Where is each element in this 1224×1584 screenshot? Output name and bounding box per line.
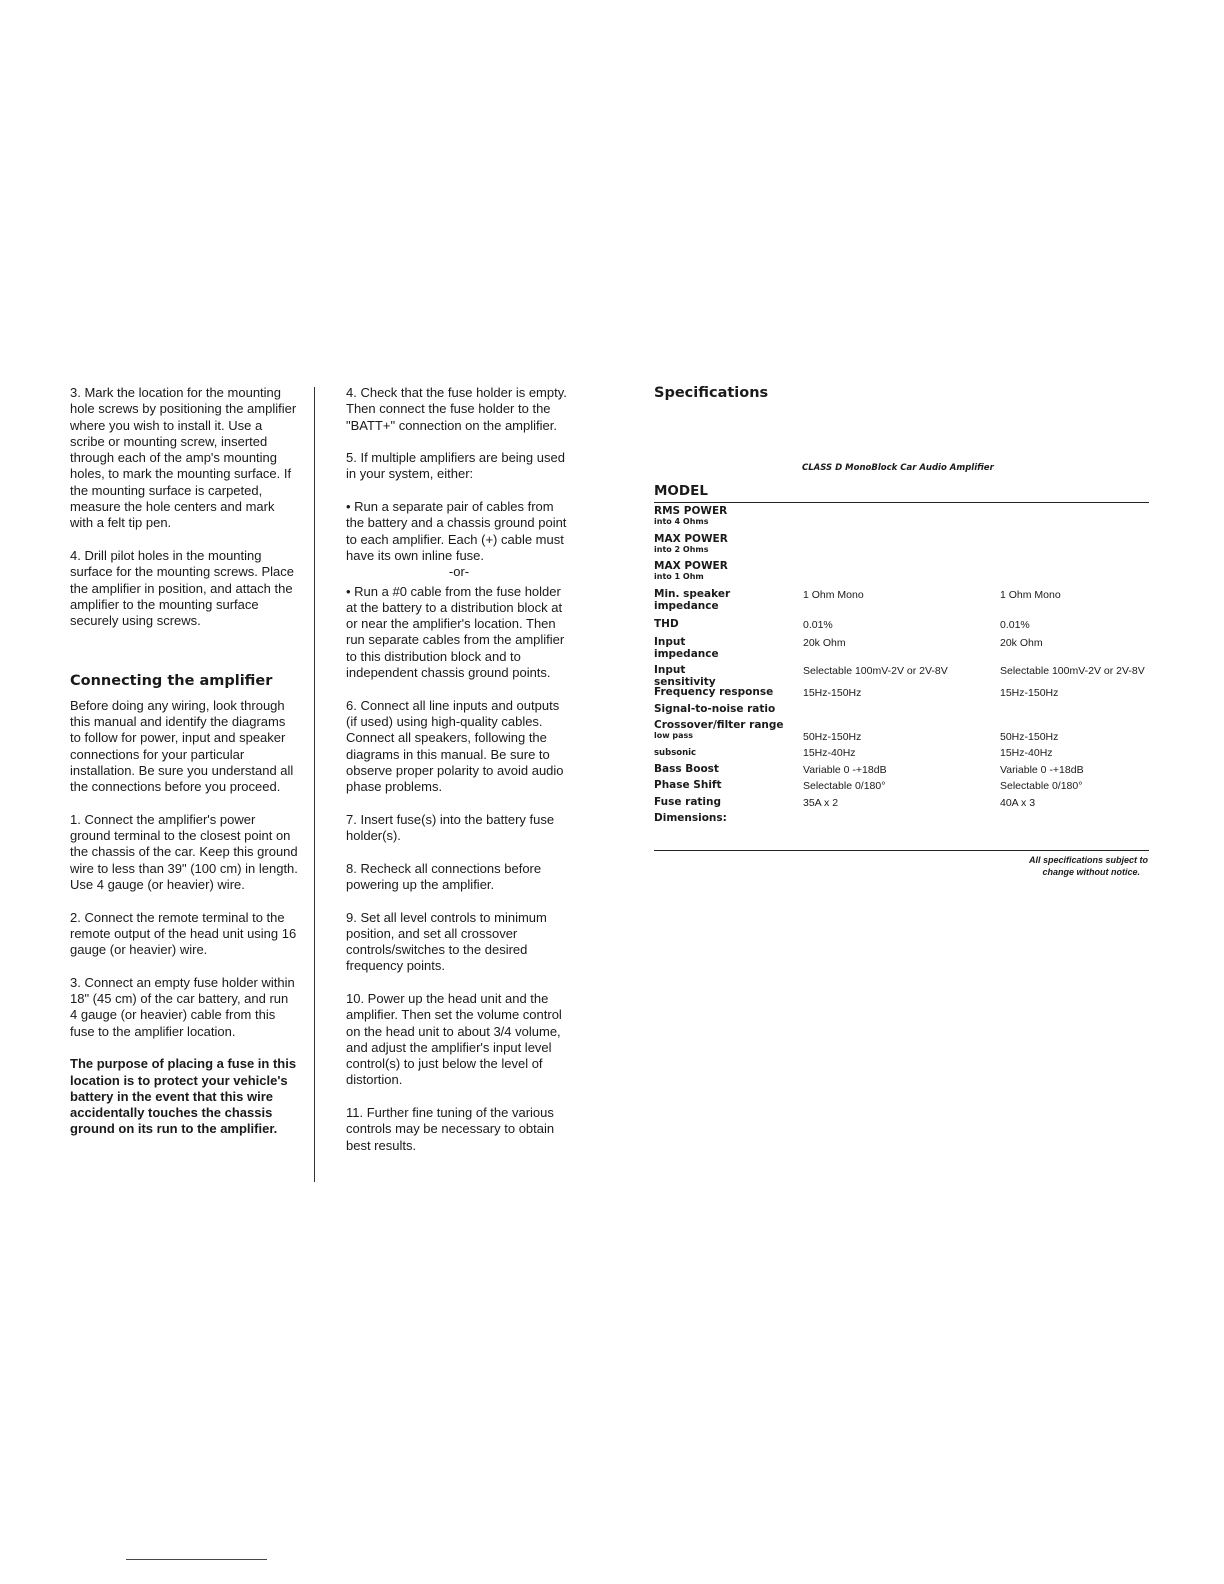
- spec-value-model-1: 15Hz-150Hz: [803, 687, 862, 699]
- spec-value-model-1: 35A x 2: [803, 796, 839, 809]
- spec-row: [654, 533, 1164, 561]
- footer-line: [126, 1559, 267, 1560]
- spec-value-model-1: 50Hz-150Hz: [803, 731, 862, 743]
- step-power-up: 10. Power up the head unit and the amplifier. Then set the volume control on the head unit to about 3/4 volume, and adjust the amplifier's input level control(s) to just below the level of distortion.: [346, 990, 562, 1088]
- spec-value-model-2: 20k Ohm: [1000, 637, 1043, 649]
- spec-value-model-2: 15Hz-40Hz: [1000, 747, 1053, 759]
- spec-value-model-2: Selectable 100mV-2V or 2V-8V: [1000, 665, 1145, 677]
- step-fuse-holder: 3. Connect an empty fuse holder within 18" (45 cm) of the car battery, and run 4 gauge (or heavier) cable from this fuse to the amplifier location.: [70, 974, 295, 1039]
- spec-row: [654, 636, 1164, 664]
- spec-label: subsonic: [654, 748, 697, 758]
- step-remote-terminal: 2. Connect the remote terminal to the remote output of the head unit using 16 gauge (or heavier) wire.: [70, 909, 297, 958]
- step-recheck: 8. Recheck all connections before powering up the amplifier.: [346, 860, 542, 892]
- spec-top-rule: [654, 502, 1149, 503]
- step-drill-holes: 4. Drill pilot holes in the mounting surface for the mounting screws. Place the amplifier in position, and attach the amplifier to the mounting surface securely using screws.: [70, 547, 294, 629]
- intro-paragraph: Before doing any wiring, look through this manual and identify the diagrams to follow for power, input and speaker connections for your particular installation. Be sure you understand all the connections before you proceed.: [70, 697, 294, 795]
- spec-row: [654, 560, 1164, 588]
- spec-label: Fuse rating: [654, 795, 722, 808]
- spec-row: [654, 505, 1164, 533]
- spec-bottom-rule: [654, 850, 1149, 851]
- spec-label: Dimensions:: [654, 812, 727, 824]
- spec-value-model-1: 0.01%: [803, 619, 833, 631]
- spec-row: [654, 746, 1164, 763]
- spec-label: Input impedance: [654, 636, 719, 660]
- spec-label: Signal-to-noise ratio: [654, 702, 776, 715]
- spec-value-model-1: 1 Ohm Mono: [803, 589, 864, 601]
- spec-value-model-1: 15Hz-40Hz: [803, 747, 856, 759]
- step-check-fuse: 4. Check that the fuse holder is empty. Then connect the fuse holder to the "BATT+" connection on the amplifier.: [346, 385, 567, 433]
- spec-label: Phase Shift: [654, 779, 722, 791]
- spec-label: Min. speaker impedance: [654, 588, 731, 612]
- spec-table: [654, 505, 1164, 829]
- spec-row: [654, 703, 1164, 720]
- spec-value-model-1: 20k Ohm: [803, 637, 846, 649]
- spec-label: Input sensitivity: [654, 664, 716, 688]
- spec-value-model-2: 50Hz-150Hz: [1000, 731, 1059, 743]
- spec-value-model-1: Selectable 0/180°: [803, 780, 886, 792]
- step-multiple-amps: 5. If multiple amplifiers are being used in your system, either:: [346, 450, 565, 482]
- column-divider: [314, 387, 315, 1182]
- spec-label: THD: [654, 618, 679, 630]
- model-label: MODEL: [654, 483, 708, 499]
- or-separator: -or-: [448, 564, 470, 580]
- spec-label: Crossover/filter range low pass: [654, 719, 784, 740]
- spec-footnote: All specifications subject to change without notice.: [1028, 855, 1148, 877]
- column-middle: [346, 385, 572, 1170]
- step-insert-fuse: 7. Insert fuse(s) into the battery fuse holder(s).: [346, 811, 555, 844]
- spec-value-model-2: 15Hz-150Hz: [1000, 687, 1059, 699]
- spec-value-model-2: 1 Ohm Mono: [1000, 589, 1061, 601]
- spec-value-model-2: 40A x 3: [1000, 796, 1036, 809]
- column-left: [70, 385, 298, 1154]
- specifications-panel: [654, 385, 1154, 877]
- step-mark-location: 3. Mark the location for the mounting hole screws by positioning the amplifier where you wish to install it. Use a scribe or mounting screw, inserted through each of the amp's mounting holes, to mark the mounting surface. If the mounting surface is carpeted, measure the hole centers and mark with a felt tip pen.: [70, 385, 297, 531]
- step-power-ground: 1. Connect the amplifier's power ground terminal to the closest point on the chassis of the car. Keep this ground wire to less than 39" (100 cm) in length. Use 4 gauge (or heavier) wire.: [70, 811, 298, 893]
- spec-row: [654, 618, 1164, 636]
- spec-row: [654, 588, 1164, 618]
- spec-value-model-2: 0.01%: [1000, 619, 1030, 631]
- spec-label: MAX POWER into 2 Ohms: [654, 532, 728, 554]
- section-heading-connecting: Connecting the amplifier: [70, 673, 273, 690]
- spec-row: [654, 796, 1164, 813]
- spec-row: [654, 763, 1164, 780]
- specifications-subtitle: CLASS D MonoBlock Car Audio Amplifier: [802, 463, 994, 473]
- specifications-title: Specifications: [654, 385, 769, 401]
- spec-row: [654, 664, 1164, 686]
- spec-label: MAX POWER into 1 Ohm: [654, 560, 728, 581]
- spec-value-model-2: Variable 0 -+18dB: [1000, 763, 1084, 776]
- spec-row: [654, 719, 1164, 746]
- step-level-controls: 9. Set all level controls to minimum position, and set all crossover controls/switches to the desired frequency points.: [346, 909, 547, 974]
- option-separate-cables: • Run a separate pair of cables from the battery and a chassis ground point to each amplifier. Each (+) cable must have its own inline fuse.: [346, 499, 567, 563]
- step-line-inputs: 6. Connect all line inputs and outputs (if used) using high-quality cables. Connect all speakers, following the diagrams in this manual. Be sure to observe proper polarity to avoid audio phase problems.: [346, 697, 564, 795]
- spec-label: Frequency response: [654, 686, 774, 698]
- option-distribution-block: • Run a #0 cable from the fuse holder at the battery to a distribution block at or near the amplifier's location. Then run separate cables from the amplifier to this distribution block and to independent chassis ground points.: [346, 583, 565, 681]
- spec-row: [654, 779, 1164, 796]
- step-fine-tuning: 11. Further fine tuning of the various controls may be necessary to obtain best results.: [346, 1105, 555, 1153]
- fuse-warning: The purpose of placing a fuse in this location is to protect your vehicle's battery in the event that this wire accidentally touches the chassis ground on its run to the amplifier.: [70, 1056, 297, 1137]
- spec-label: Bass Boost: [654, 762, 719, 775]
- spec-value-model-1: Variable 0 -+18dB: [803, 763, 887, 776]
- spec-value-model-1: Selectable 100mV-2V or 2V-8V: [803, 665, 948, 677]
- spec-row: [654, 686, 1164, 703]
- spec-row: [654, 812, 1164, 829]
- spec-label: RMS POWER into 4 Ohms: [654, 505, 728, 526]
- spec-value-model-2: Selectable 0/180°: [1000, 780, 1083, 792]
